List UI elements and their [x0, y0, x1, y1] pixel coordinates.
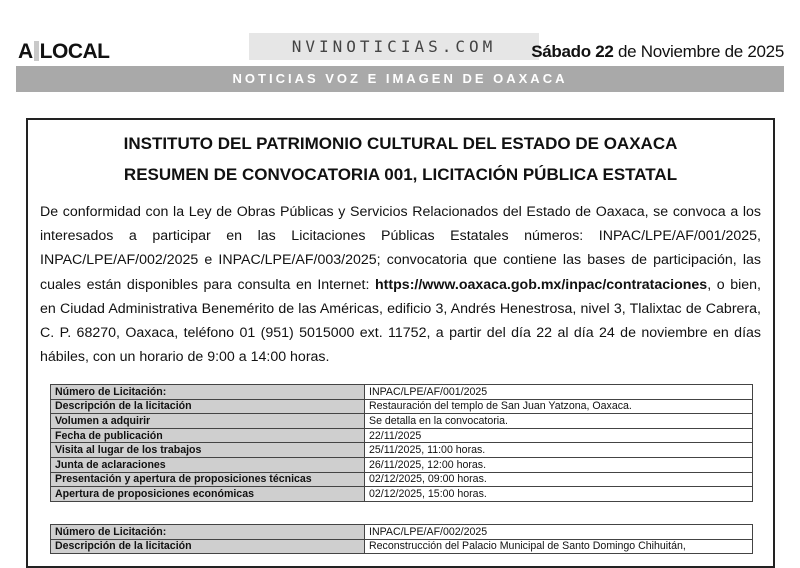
brand-logo [18, 40, 110, 64]
table-row [51, 414, 753, 429]
table-row [51, 443, 753, 458]
row-value: Restauración del templo de San Juan Yatzona, Oaxaca. [365, 399, 753, 414]
row-value: INPAC/LPE/AF/002/2025 [365, 525, 753, 540]
row-value: Se detalla en la convocatoria. [365, 414, 753, 429]
row-label: Presentación y apertura de proposiciones técnicas [51, 472, 365, 487]
date-rest: de Noviembre de 2025 [617, 42, 784, 61]
row-label: Visita al lugar de los trabajos [51, 443, 365, 458]
notice-box [26, 118, 775, 568]
date-number: 22 [595, 42, 614, 61]
row-value: 25/11/2025, 11:00 horas. [365, 443, 753, 458]
row-value: 26/11/2025, 12:00 horas. [365, 457, 753, 472]
table-row [51, 472, 753, 487]
row-label: Descripción de la licitación [51, 399, 365, 414]
site-name: NVINOTICIAS.COM [249, 33, 539, 60]
date-day: Sábado [531, 42, 591, 61]
issue-date [531, 42, 784, 62]
notice-body [40, 200, 761, 369]
table-row [51, 428, 753, 443]
body-text-before: De conformidad con la Ley de Obras Públicas y Servicios Relacionados del Estado de Oaxaca, se convoca a los interesados a participar en las Licitaciones Públicas Estatales números: INPAC/LPE/AF/001/2025, INPAC/LPE/AF/002/2025 e INPAC/LPE/AF/003/2025; convocatoria que contiene las bases de participación, las cuales están disponibles para consulta en Internet: [40, 204, 761, 293]
body-url: https://www.oaxaca.gob.mx/inpac/contrataciones [375, 276, 708, 293]
brand-right: LOCAL [39, 40, 110, 63]
brand-left: A [18, 40, 33, 63]
table-row [51, 539, 753, 554]
body-text-after: , o bien, en Ciudad Administrativa Benemérito de las Américas, edificio 3, Andrés Henestrosa, nivel 3, Tlalixtac de Cabrera, C. P. 68270, Oaxaca, teléfono 01 (951) 5015000 ext. 11752, a partir del día 22 al día 24 de noviembre en días hábiles, con un horario de 9:00 a 14:00 horas. [40, 276, 761, 366]
licitacion-table-1 [50, 384, 753, 502]
table-row [51, 487, 753, 502]
row-label: Fecha de publicación [51, 428, 365, 443]
tagline: NOTICIAS VOZ E IMAGEN DE OAXACA [16, 66, 784, 92]
notice-title-2: RESUMEN DE CONVOCATORIA 001, LICITACIÓN PÚBLICA ESTATAL [123, 165, 678, 184]
row-label: Apertura de proposiciones económicas [51, 487, 365, 502]
row-value: 22/11/2025 [365, 428, 753, 443]
row-value: 02/12/2025, 09:00 horas. [365, 472, 753, 487]
row-label: Número de Licitación: [51, 525, 365, 540]
notice-title-1: INSTITUTO DEL PATRIMONIO CULTURAL DEL ESTADO DE OAXACA [123, 134, 678, 153]
row-label: Junta de aclaraciones [51, 457, 365, 472]
row-value: INPAC/LPE/AF/001/2025 [365, 385, 753, 400]
row-label: Descripción de la licitación [51, 539, 365, 554]
row-label: Número de Licitación: [51, 385, 365, 400]
row-label: Volumen a adquirir [51, 414, 365, 429]
row-value: 02/12/2025, 15:00 horas. [365, 487, 753, 502]
table-row [51, 385, 753, 400]
row-value: Reconstrucción del Palacio Municipal de Santo Domingo Chihuitán, [365, 539, 753, 554]
table-row [51, 525, 753, 540]
table-row [51, 399, 753, 414]
table-row [51, 457, 753, 472]
brand-bar-icon [34, 41, 39, 61]
